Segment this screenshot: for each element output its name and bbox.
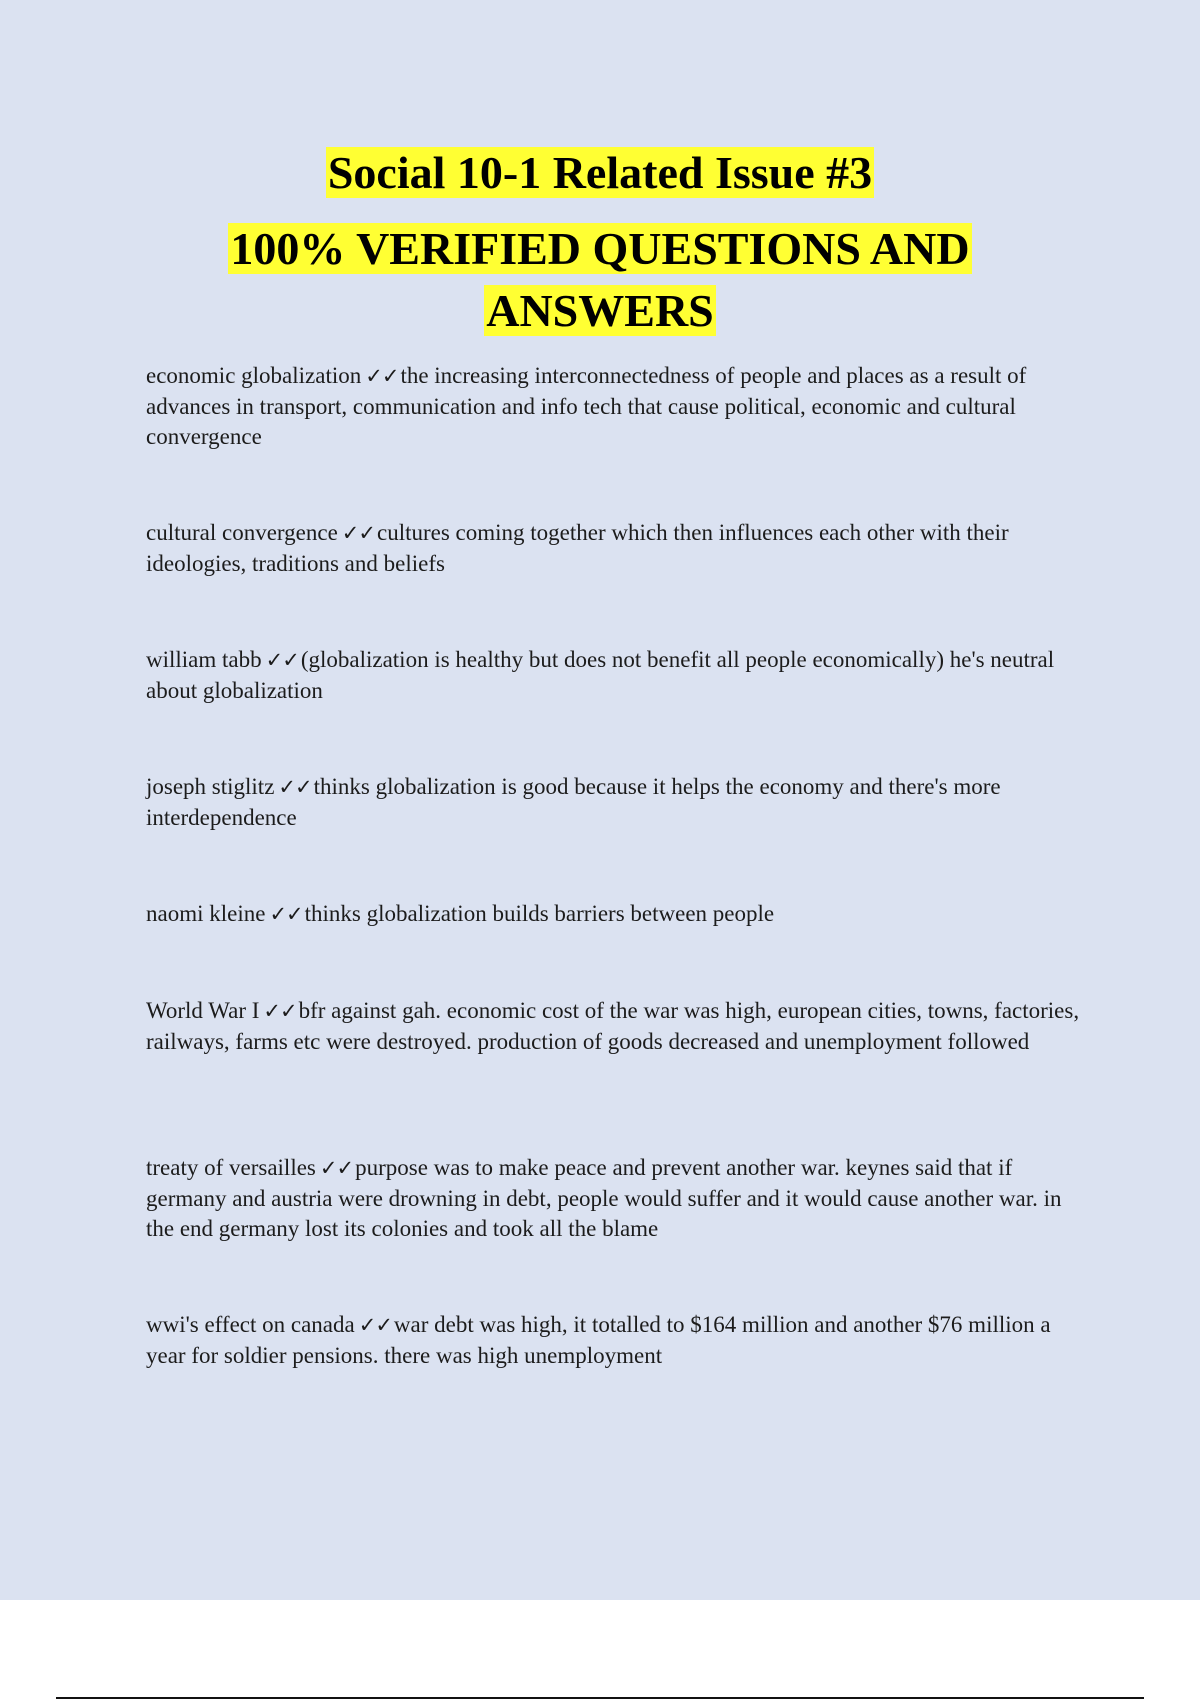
qa-entry-economic-globalization: [146, 361, 1086, 453]
entry-term: william tabb: [146, 647, 262, 672]
entry-term: cultural convergence: [146, 520, 338, 545]
double-check-icon: ✓✓: [263, 999, 297, 1023]
entry-term: treaty of versailles: [146, 1155, 316, 1180]
subtitle-row-1: [0, 218, 1200, 280]
title-block: [0, 142, 1200, 342]
qa-entry-william-tabb: [146, 645, 1086, 706]
subtitle-row-2: [0, 280, 1200, 342]
double-check-icon: ✓✓: [358, 1313, 392, 1337]
entry-term: economic globalization: [146, 363, 362, 388]
entry-definition: thinks globalization is good because it helps the economy and there's more interdependence: [146, 774, 1001, 830]
entry-term: World War I: [146, 998, 260, 1023]
entry-term: wwi's effect on canada: [146, 1312, 355, 1337]
qa-entry-world-war-i: [146, 996, 1086, 1057]
double-check-icon: ✓✓: [278, 775, 312, 799]
entry-definition: purpose was to make peace and prevent another war. keynes said that if germany and austria were drowning in debt, people would suffer and it would cause another war. in the end germany lost its colonies and took all the blame: [146, 1155, 1062, 1241]
qa-entry-naomi-kleine: [146, 899, 1086, 930]
double-check-icon: ✓✓: [265, 648, 299, 672]
entry-definition: bfr against gah. economic cost of the war was high, european cities, towns, factories, railways, farms etc were destroyed. production of goods decreased and unemployment followed: [146, 998, 1080, 1054]
title-row: [0, 142, 1200, 204]
double-check-icon: ✓✓: [365, 364, 399, 388]
entry-term: joseph stiglitz: [146, 774, 275, 799]
double-check-icon: ✓✓: [319, 1156, 354, 1180]
entry-term: naomi kleine: [146, 901, 266, 926]
document-title: Social 10-1 Related Issue #3: [327, 147, 873, 198]
page-divider: [56, 1697, 1144, 1699]
entry-definition: thinks globalization builds barriers between people: [304, 901, 775, 926]
qa-entry-treaty-of-versailles: [146, 1153, 1086, 1245]
double-check-icon: ✓✓: [269, 902, 303, 926]
qa-entry-cultural-convergence: [146, 518, 1086, 579]
entry-definition: (globalization is healthy but does not benefit all people economically) he's neutral about globalization: [146, 647, 1055, 703]
document-subtitle-line-1: 100% VERIFIED QUESTIONS AND: [230, 223, 970, 274]
document-subtitle-line-2: ANSWERS: [486, 285, 714, 336]
double-check-icon: ✓✓: [341, 521, 375, 545]
qa-entry-joseph-stiglitz: [146, 772, 1086, 833]
entry-definition: the increasing interconnectedness of people and places as a result of advances in transport, communication and info tech that cause political, economic and cultural convergence: [146, 363, 1027, 449]
qa-entry-wwi-effect-on-canada: [146, 1310, 1086, 1371]
entry-definition: war debt was high, it totalled to $164 million and another $76 million a year for soldier pensions. there was high unemployment: [146, 1312, 1051, 1368]
entry-definition: cultures coming together which then influences each other with their ideologies, traditions and beliefs: [146, 520, 1009, 576]
